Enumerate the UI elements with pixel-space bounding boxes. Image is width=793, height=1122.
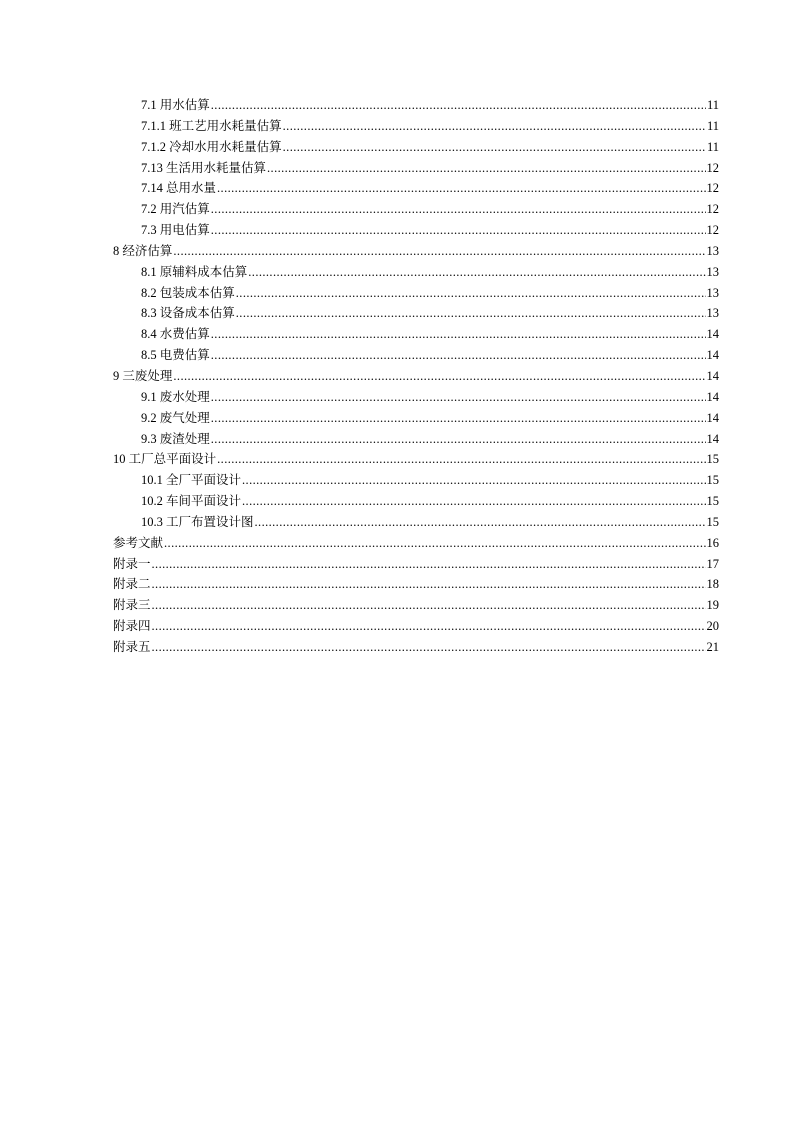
- toc-entry[interactable]: [113, 449, 719, 470]
- toc-entry[interactable]: [113, 637, 719, 658]
- toc-entry[interactable]: [113, 574, 719, 595]
- toc-entry-label: 8 经济估算: [113, 243, 173, 258]
- toc-entry[interactable]: [113, 616, 719, 637]
- toc-page-number: 11: [706, 98, 719, 112]
- toc-dot-leader: [217, 449, 705, 470]
- toc-entry[interactable]: [113, 470, 719, 491]
- toc-dot-leader: [283, 137, 706, 158]
- toc-page-number: 16: [706, 535, 719, 550]
- toc-page-number: 15: [706, 473, 719, 488]
- toc-page-number: 12: [706, 202, 719, 217]
- toc-entry[interactable]: [113, 137, 719, 158]
- toc-page-number: 13: [706, 243, 719, 258]
- toc-dot-leader: [248, 262, 705, 283]
- toc-entry-label: 参考文献: [113, 535, 164, 550]
- toc-dot-leader: [242, 491, 705, 512]
- toc-entry[interactable]: [113, 95, 719, 116]
- toc-dot-leader: [211, 324, 706, 345]
- toc-entry-label: 7.2 用汽估算: [141, 202, 210, 217]
- toc-dot-leader: [217, 178, 705, 199]
- toc-entry-label: 7.13 生活用水耗量估算: [141, 160, 267, 175]
- toc-entry-label: 附录二: [113, 577, 151, 592]
- toc-dot-leader: [173, 241, 705, 262]
- toc-dot-leader: [152, 616, 706, 637]
- toc-entry-label: 附录一: [113, 556, 151, 571]
- toc-entry-label: 8.2 包装成本估算: [141, 285, 235, 300]
- toc-entry-label: 8.5 电费估算: [141, 348, 210, 363]
- toc-dot-leader: [236, 283, 706, 304]
- toc-page-number: 18: [706, 577, 719, 592]
- toc-entry-label: 附录四: [113, 619, 151, 634]
- toc-entry-label: 7.1.2 冷却水用水耗量估算: [141, 139, 282, 154]
- toc-page-number: 15: [706, 514, 719, 529]
- toc-page-number: 14: [706, 368, 719, 383]
- table-of-contents: [113, 95, 719, 658]
- toc-page-number: 12: [706, 181, 719, 196]
- toc-page-number: 13: [706, 306, 719, 321]
- toc-entry-label: 10 工厂总平面设计: [113, 452, 217, 467]
- toc-page-number: 14: [706, 348, 719, 363]
- toc-page-number: 21: [706, 639, 719, 654]
- toc-dot-leader: [211, 345, 706, 366]
- toc-entry[interactable]: [113, 116, 719, 137]
- toc-entry[interactable]: [113, 512, 719, 533]
- toc-entry[interactable]: [113, 533, 719, 554]
- toc-page-number: 11: [706, 118, 719, 133]
- toc-dot-leader: [211, 408, 706, 429]
- toc-dot-leader: [236, 303, 706, 324]
- toc-page-number: 17: [706, 556, 719, 571]
- toc-entry[interactable]: [113, 491, 719, 512]
- toc-entry[interactable]: [113, 178, 719, 199]
- toc-dot-leader: [211, 387, 706, 408]
- toc-page-number: 14: [706, 410, 719, 425]
- toc-dot-leader: [152, 595, 706, 616]
- toc-entry-label: 8.1 原辅料成本估算: [141, 264, 248, 279]
- toc-entry-label: 9 三废处理: [113, 368, 173, 383]
- toc-entry[interactable]: [113, 303, 719, 324]
- toc-entry[interactable]: [113, 554, 719, 575]
- toc-page-number: 14: [706, 431, 719, 446]
- toc-entry[interactable]: [113, 262, 719, 283]
- toc-entry-label: 7.3 用电估算: [141, 223, 210, 238]
- toc-entry[interactable]: [113, 220, 719, 241]
- toc-dot-leader: [267, 158, 705, 179]
- toc-entry-label: 8.4 水费估算: [141, 327, 210, 342]
- toc-page-number: 12: [706, 223, 719, 238]
- toc-page-number: 15: [706, 452, 719, 467]
- toc-dot-leader: [211, 429, 706, 450]
- toc-entry-label: 7.1 用水估算: [141, 98, 210, 112]
- toc-entry-label: 9.3 废渣处理: [141, 431, 210, 446]
- toc-entry[interactable]: [113, 387, 719, 408]
- toc-dot-leader: [283, 116, 706, 137]
- toc-page-number: 13: [706, 285, 719, 300]
- toc-dot-leader: [255, 512, 706, 533]
- toc-entry[interactable]: [113, 429, 719, 450]
- toc-entry-label: 7.14 总用水量: [141, 181, 217, 196]
- toc-entry-label: 10.3 工厂布置设计图: [141, 514, 254, 529]
- toc-dot-leader: [164, 533, 705, 554]
- toc-page-number: 15: [706, 494, 719, 509]
- toc-page-number: 11: [706, 139, 719, 154]
- toc-dot-leader: [211, 220, 706, 241]
- toc-entry[interactable]: [113, 324, 719, 345]
- toc-page-number: 14: [706, 389, 719, 404]
- toc-dot-leader: [152, 637, 706, 658]
- toc-entry-label: 附录五: [113, 639, 151, 654]
- toc-dot-leader: [242, 470, 705, 491]
- toc-entry[interactable]: [113, 345, 719, 366]
- toc-entry-label: 9.1 废水处理: [141, 389, 210, 404]
- toc-page-number: 13: [706, 264, 719, 279]
- toc-entry[interactable]: [113, 283, 719, 304]
- toc-entry-label: 7.1.1 班工艺用水耗量估算: [141, 118, 282, 133]
- toc-dot-leader: [152, 574, 706, 595]
- toc-entry-label: 10.1 全厂平面设计: [141, 473, 242, 488]
- toc-entry[interactable]: [113, 199, 719, 220]
- toc-entry[interactable]: [113, 158, 719, 179]
- toc-dot-leader: [173, 366, 705, 387]
- toc-page-number: 14: [706, 327, 719, 342]
- toc-dot-leader: [211, 95, 706, 116]
- toc-entry-label: 10.2 车间平面设计: [141, 494, 242, 509]
- toc-dot-leader: [152, 554, 706, 575]
- toc-entry-label: 8.3 设备成本估算: [141, 306, 235, 321]
- toc-page-number: 19: [706, 598, 719, 613]
- toc-entry[interactable]: [113, 408, 719, 429]
- toc-entry[interactable]: [113, 241, 719, 262]
- toc-entry[interactable]: [113, 366, 719, 387]
- toc-entry-label: 附录三: [113, 598, 151, 613]
- toc-page-number: 20: [706, 619, 719, 634]
- toc-page-number: 12: [706, 160, 719, 175]
- toc-entry-label: 9.2 废气处理: [141, 410, 210, 425]
- toc-entry[interactable]: [113, 595, 719, 616]
- toc-dot-leader: [211, 199, 706, 220]
